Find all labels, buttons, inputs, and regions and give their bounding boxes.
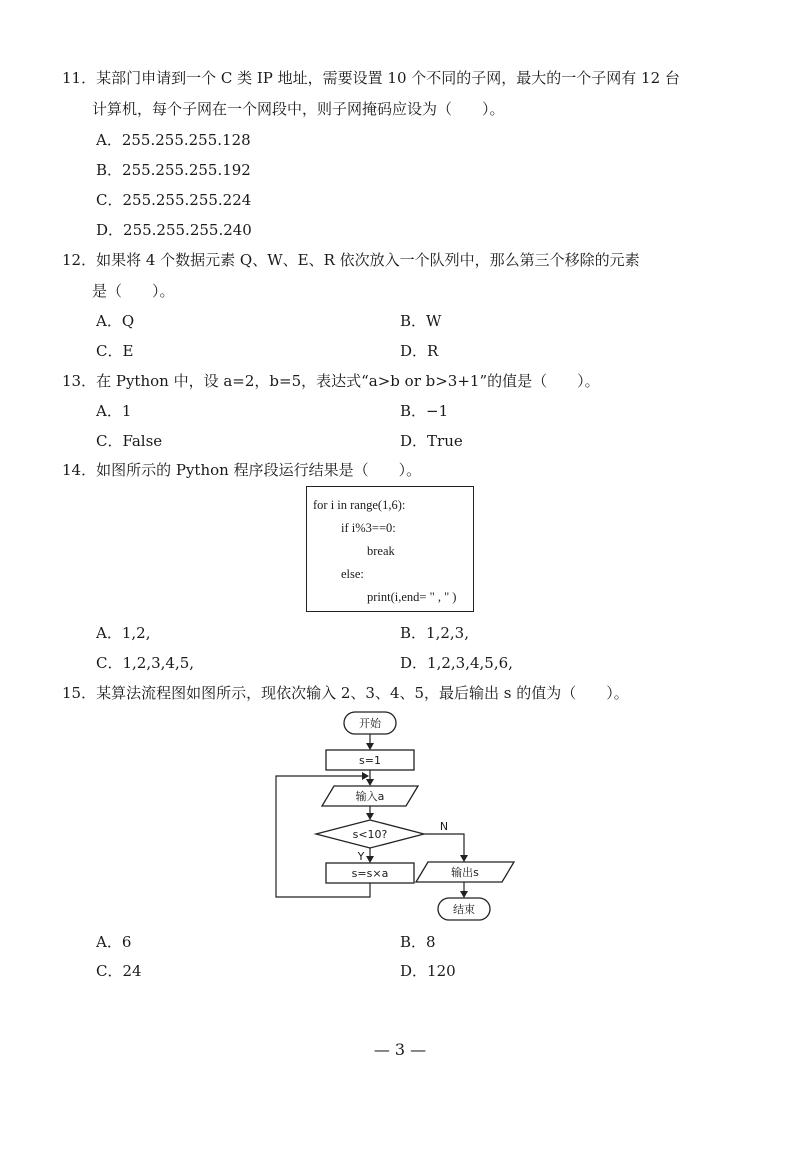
code-box (306, 486, 474, 612)
question-11-line1: 11．某部门申请到一个 C 类 IP 地址，需要设置 10 个不同的子网，最大的一个子网有 12 台 (62, 69, 680, 87)
q12-option-d: D．R (400, 342, 439, 360)
q14-option-a: A．1,2, (96, 624, 151, 642)
q14-option-d: D．1,2,3,4,5,6, (400, 654, 513, 672)
q14-option-b: B．1,2,3, (400, 624, 469, 642)
flow-init-label: s=1 (359, 754, 381, 767)
q15-option-b: B．8 (400, 933, 436, 951)
q15-option-c: C．24 (96, 962, 142, 980)
flow-update-label: s=s×a (351, 867, 389, 880)
flowchart (260, 705, 520, 930)
question-12-line1: 12．如果将 4 个数据元素 Q、W、E、R 依次放入一个队列中，那么第三个移除的元素 (62, 251, 640, 269)
q11-option-c: C．255.255.255.224 (96, 191, 252, 209)
q13-option-d: D．True (400, 432, 463, 450)
q15-option-d: D．120 (400, 962, 456, 980)
q12-option-a: A．Q (96, 312, 135, 330)
q12-option-c: C．E (96, 342, 134, 360)
code-line-4: else: (341, 567, 364, 581)
q11-option-a: A．255.255.255.128 (96, 131, 251, 149)
q12-option-b: B．W (400, 312, 442, 330)
q13-option-b: B．−1 (400, 402, 449, 420)
page-number: — 3 — (373, 1040, 427, 1059)
code-line-1: for i in range(1,6): (313, 498, 406, 512)
q11-option-d: D．255.255.255.240 (96, 221, 252, 239)
flow-yes-label: Y (357, 850, 365, 863)
flow-decision-label: s<10? (352, 828, 388, 841)
question-15-line1: 15．某算法流程图如图所示，现依次输入 2、3、4、5，最后输出 s 的值为（ ）。 (62, 684, 629, 702)
flow-input-label: 输入a (355, 790, 385, 803)
question-12-line2: 是（ ）。 (92, 282, 175, 300)
q15-option-a: A．6 (96, 933, 132, 951)
question-11-line2: 计算机，每个子网在一个网段中，则子网掩码应设为（ ）。 (92, 100, 505, 118)
code-line-3: break (367, 544, 395, 558)
q11-option-b: B．255.255.255.192 (96, 161, 251, 179)
flow-end-label: 结束 (453, 903, 475, 916)
code-line-2: if i%3==0: (341, 521, 396, 535)
code-line-5: print(i,end= " , " ) (367, 590, 457, 604)
question-13-line1: 13．在 Python 中，设 a=2，b=5，表达式“a>b or b>3+1”的值是（ ）。 (62, 372, 600, 390)
flow-start-label: 开始 (359, 717, 381, 730)
q13-option-a: A．1 (96, 402, 132, 420)
q14-option-c: C．1,2,3,4,5, (96, 654, 195, 672)
flow-arrow-no (424, 834, 464, 861)
flow-output-label: 输出s (451, 866, 479, 879)
flow-no-label: N (439, 820, 449, 833)
question-14-line1: 14．如图所示的 Python 程序段运行结果是（ ）。 (62, 461, 422, 479)
q13-option-c: C．False (96, 432, 163, 450)
